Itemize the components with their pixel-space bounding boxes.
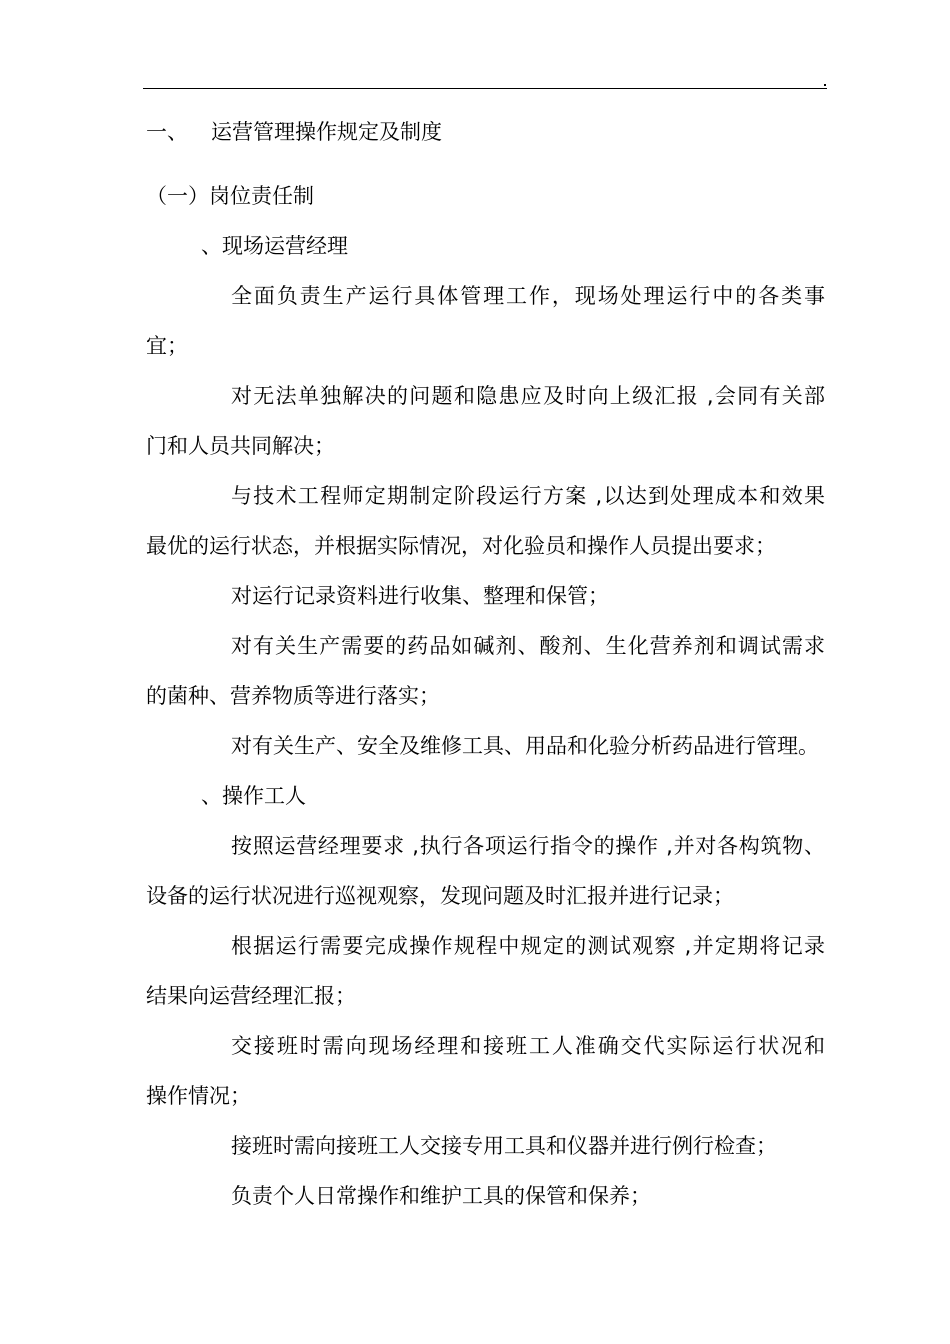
item-heading-site-manager: 、现场运营经理: [201, 234, 348, 258]
paragraph-line: 全面负责生产运行具体管理工作，现场处理运行中的各类事: [231, 284, 825, 308]
paragraph-line: 负责个人日常操作和维护工具的保管和保养；: [231, 1184, 651, 1208]
paragraph-line: 操作情况；: [146, 1084, 251, 1108]
section-number: 一、: [146, 120, 188, 144]
paragraph-line: 对有关生产需要的药品如碱剂、酸剂、生化营养剂和调试需求: [231, 634, 825, 658]
paragraph-line: 门和人员共同解决；: [146, 434, 335, 458]
paragraph-line: 交接班时需向现场经理和接班工人准确交代实际运行状况和: [231, 1034, 825, 1058]
item-heading-operator: 、操作工人: [201, 784, 306, 808]
paragraph-line: 根据运行需要完成操作规程中规定的测试观察 ,并定期将记录: [231, 934, 825, 958]
paragraph-line: 设备的运行状况进行巡视观察，发现问题及时汇报并进行记录；: [146, 884, 734, 908]
section-title: 运营管理操作规定及制度: [211, 120, 442, 144]
subsection-title: （一）岗位责任制: [146, 184, 314, 208]
paragraph-line: 最优的运行状态，并根据实际情况，对化验员和操作人员提出要求；: [146, 534, 776, 558]
paragraph-line: 与技术工程师定期制定阶段运行方案 ,以达到处理成本和效果: [231, 484, 825, 508]
header-rule: [143, 88, 827, 89]
paragraph-line: 对无法单独解决的问题和隐患应及时向上级汇报 ,会同有关部: [231, 384, 825, 408]
paragraph-line: 的菌种、营养物质等进行落实；: [146, 684, 440, 708]
paragraph-line: 按照运营经理要求 ,执行各项运行指令的操作 ,并对各构筑物、: [231, 834, 825, 858]
paragraph-line: 宜；: [146, 334, 188, 358]
header-mark: [824, 84, 826, 86]
paragraph-line: 对运行记录资料进行收集、整理和保管；: [231, 584, 609, 608]
paragraph-line: 接班时需向接班工人交接专用工具和仪器并进行例行检查；: [231, 1134, 777, 1158]
paragraph-line: 结果向运营经理汇报；: [146, 984, 356, 1008]
paragraph-line: 对有关生产、安全及维修工具、用品和化验分析药品进行管理。: [231, 734, 819, 758]
